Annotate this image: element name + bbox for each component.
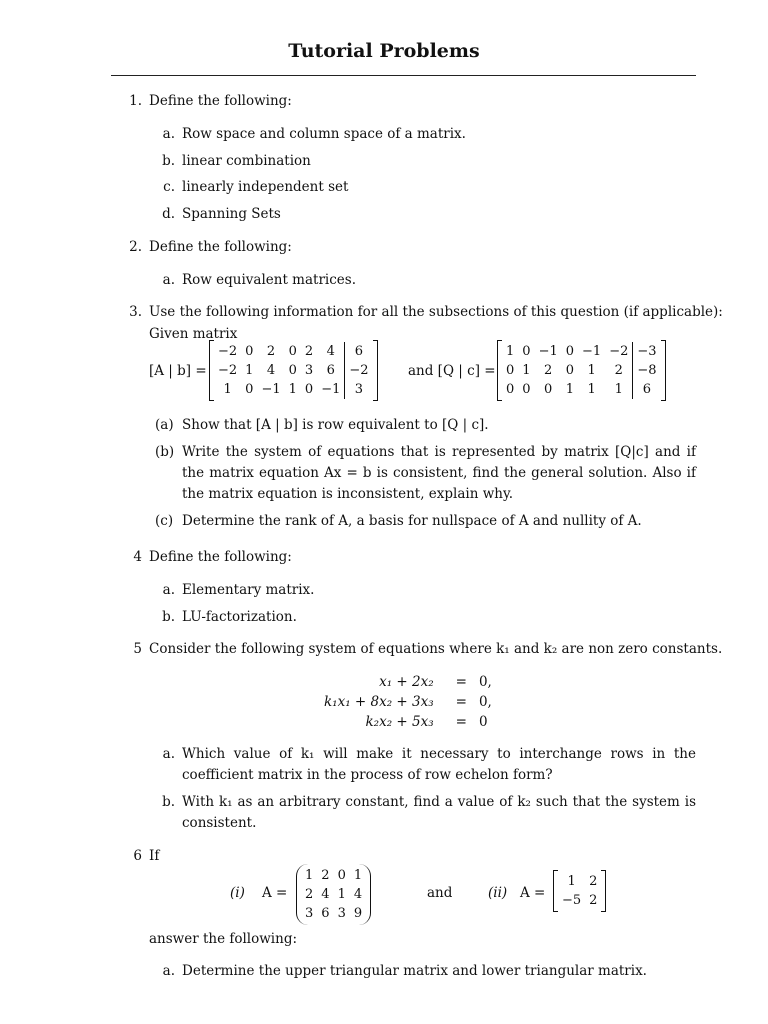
- qc-matrix-cell: 2: [544, 363, 553, 378]
- q3a-label: (a): [155, 417, 174, 433]
- q2-number: 2.: [129, 239, 142, 255]
- q4b-text: LU-factorization.: [182, 609, 297, 625]
- qc-matrix-cell: 0: [506, 382, 515, 397]
- ab-matrix-cell: 0: [288, 363, 297, 378]
- q6-ii-matrix-cell: −5: [562, 893, 582, 908]
- q1-text: Define the following:: [149, 93, 292, 109]
- qc-matrix-cell: −1: [538, 344, 558, 359]
- equation-row: [320, 712, 496, 732]
- q3-given: Given matrix: [149, 326, 238, 342]
- q1b-text: linear combination: [182, 153, 311, 169]
- equation-rhs: 0,: [478, 694, 492, 710]
- qc-matrix-cell: 0: [522, 344, 531, 359]
- q6-i-matrix-row: [301, 866, 366, 885]
- q6-i-matrix-cell: 1: [353, 868, 363, 883]
- q6-ii-matrix-table: [558, 872, 601, 910]
- ab-matrix-cell: 6: [345, 342, 373, 361]
- qc-matrix-cell: 1: [522, 363, 531, 378]
- q6-i-matrix-cell: 4: [353, 887, 363, 902]
- ab-matrix-cell: −2: [218, 363, 238, 378]
- q6-i-matrix-cell: 3: [337, 906, 346, 921]
- ab-matrix-row: [214, 342, 373, 361]
- q2a-text: Row equivalent matrices.: [182, 272, 356, 288]
- equation-eq: =: [455, 674, 467, 690]
- ab-matrix-cell: 3: [304, 363, 314, 378]
- q4a-label: a.: [162, 582, 175, 598]
- q3b-label: (b): [155, 444, 175, 460]
- equation-rhs: 0,: [478, 674, 492, 690]
- q6-ii-matrix: [553, 870, 606, 912]
- ab-matrix-cell: 4: [266, 363, 276, 378]
- ab-matrix-cell: 2: [304, 344, 314, 359]
- qc-matrix-cell: 0: [544, 382, 553, 397]
- q6a-text: Determine the upper triangular matrix and lower triangular matrix.: [182, 963, 647, 979]
- qc-matrix-cell: −2: [609, 344, 629, 359]
- equation-row: [320, 672, 496, 692]
- ab-matrix-cell: 3: [345, 380, 373, 399]
- ab-matrix-cell: 1: [245, 363, 254, 378]
- q6-i-eq: A =: [262, 885, 288, 901]
- q5-text: Consider the following system of equations where k₁ and k₂ are non zero constants.: [149, 641, 723, 657]
- q6-ii-matrix-cell: 2: [589, 874, 598, 889]
- ab-matrix-row: [214, 361, 373, 380]
- equation-lhs: x₁ + 2x₂: [379, 674, 434, 690]
- qc-matrix-cell: 1: [565, 382, 575, 397]
- q1a-label: a.: [162, 126, 175, 142]
- q6-text: If: [149, 848, 160, 864]
- q5-equations: [320, 672, 496, 732]
- page-title: Tutorial Problems: [288, 40, 480, 62]
- q6-i-matrix-cell: 6: [321, 906, 330, 921]
- q3c-text: Determine the rank of A, a basis for nullspace of A and nullity of A.: [182, 513, 642, 529]
- q6-i-matrix-row: [301, 885, 366, 904]
- qc-label: and [Q | c] =: [408, 363, 496, 379]
- equation-lhs: k₁x₁ + 8x₂ + 3x₃: [324, 694, 434, 710]
- q1a-text: Row space and column space of a matrix.: [182, 126, 466, 142]
- q4b-label: b.: [162, 609, 175, 625]
- q3a-text: Show that [A | b] is row equivalent to [Q | c].: [182, 417, 489, 433]
- q5a-text: Which value of k₁ will make it necessary to interchange rows in the coefficient matrix in the process of row echelon form?: [182, 746, 696, 783]
- qc-matrix-cell: 1: [587, 363, 596, 378]
- q6-i-matrix-cell: 1: [305, 868, 314, 883]
- qc-matrix-cell: −1: [582, 344, 602, 359]
- qc-matrix-cell: −8: [633, 361, 661, 380]
- q6-i-label: (i): [230, 885, 245, 901]
- equation-eq: =: [455, 694, 467, 710]
- q6-i-matrix-cell: 2: [305, 887, 314, 902]
- ab-matrix-cell: 0: [245, 344, 254, 359]
- qc-matrix-cell: 6: [633, 380, 661, 399]
- qc-matrix-row: [502, 380, 661, 399]
- ab-matrix-table: [214, 342, 373, 399]
- q5b-text: With k₁ as an arbitrary constant, find a value of k₂ such that the system is consistent.: [182, 794, 696, 831]
- qc-matrix-cell: 1: [614, 382, 623, 397]
- q6-number: 6: [133, 848, 142, 864]
- q3-number: 3.: [129, 304, 142, 320]
- ab-matrix-cell: 6: [326, 363, 335, 378]
- ab-matrix-cell: 0: [245, 382, 254, 397]
- q6-i-matrix-cell: 3: [305, 906, 314, 921]
- ab-matrix-cell: 1: [288, 382, 297, 397]
- ab-matrix-cell: −1: [321, 382, 341, 397]
- q6-ii-matrix-cell: 2: [589, 893, 598, 908]
- title-rule: [111, 75, 696, 76]
- ab-matrix-cell: 1: [223, 382, 232, 397]
- q2-text: Define the following:: [149, 239, 292, 255]
- q4-number: 4: [133, 549, 142, 565]
- q4-text: Define the following:: [149, 549, 292, 565]
- q6-ii-matrix-row: [558, 891, 601, 910]
- q6-i-matrix-table: [301, 866, 366, 923]
- qc-matrix-table: [502, 342, 661, 399]
- q1-number: 1.: [129, 93, 142, 109]
- q4a-text: Elementary matrix.: [182, 582, 315, 598]
- q3b-text: Write the system of equations that is represented by matrix [Q|c] and if the matrix equation Ax = b is consistent, find the general solution. Also if the matrix equation is inconsistent, explain why.: [182, 444, 696, 502]
- ab-matrix-cell: 0: [288, 344, 297, 359]
- qc-matrix-cell: 0: [506, 363, 515, 378]
- q2a-label: a.: [162, 272, 175, 288]
- q6-and: and: [427, 885, 453, 901]
- ab-matrix-cell: −1: [261, 382, 281, 397]
- q1c-label: c.: [163, 179, 175, 195]
- qc-matrix-row: [502, 342, 661, 361]
- q5-number: 5: [133, 641, 142, 657]
- q3c-label: (c): [155, 513, 174, 529]
- q6-ii-matrix-row: [558, 872, 601, 891]
- q1c-text: linearly independent set: [182, 179, 349, 195]
- ab-matrix-cell: 0: [304, 382, 314, 397]
- q1b-label: b.: [162, 153, 175, 169]
- qc-matrix-cell: 2: [614, 363, 623, 378]
- ab-matrix-cell: 2: [266, 344, 276, 359]
- q6-answer: answer the following:: [149, 931, 298, 947]
- ab-matrix-cell: −2: [218, 344, 238, 359]
- equation-eq: =: [455, 714, 467, 730]
- equation-row: [320, 692, 496, 712]
- ab-matrix: [209, 340, 378, 401]
- q1d-text: Spanning Sets: [182, 206, 281, 222]
- q3-text: Use the following information for all the subsections of this question (if applicable):: [149, 304, 723, 320]
- qc-matrix-cell: −3: [633, 342, 661, 361]
- ab-label: [A | b] =: [149, 363, 207, 379]
- qc-matrix-cell: 1: [587, 382, 596, 397]
- qc-matrix-cell: 0: [565, 363, 575, 378]
- q6-i-matrix-cell: 9: [353, 906, 363, 921]
- q6-ii-label: (ii): [488, 885, 508, 901]
- q6-i-matrix: [296, 864, 371, 925]
- q6-ii-matrix-cell: 1: [567, 874, 576, 889]
- ab-matrix-cell: 4: [326, 344, 335, 359]
- q6-i-matrix-cell: 2: [321, 868, 330, 883]
- qc-matrix-cell: 0: [565, 344, 575, 359]
- q6-i-matrix-cell: 4: [321, 887, 330, 902]
- qc-matrix: [497, 340, 666, 401]
- q6a-label: a.: [162, 963, 175, 979]
- q6-i-matrix-cell: 1: [337, 887, 346, 902]
- q1d-label: d.: [162, 206, 175, 222]
- qc-matrix-row: [502, 361, 661, 380]
- q6-ii-eq: A =: [520, 885, 546, 901]
- equation-lhs: k₂x₂ + 5x₃: [365, 714, 434, 730]
- q5a-label: a.: [162, 746, 175, 762]
- q6-i-matrix-cell: 0: [337, 868, 346, 883]
- qc-matrix-cell: 0: [522, 382, 531, 397]
- ab-matrix-row: [214, 380, 373, 399]
- q6-i-matrix-row: [301, 904, 366, 923]
- qc-matrix-cell: 1: [506, 344, 515, 359]
- q5b-label: b.: [162, 794, 175, 810]
- ab-matrix-cell: −2: [345, 361, 373, 380]
- equation-rhs: 0: [478, 714, 488, 730]
